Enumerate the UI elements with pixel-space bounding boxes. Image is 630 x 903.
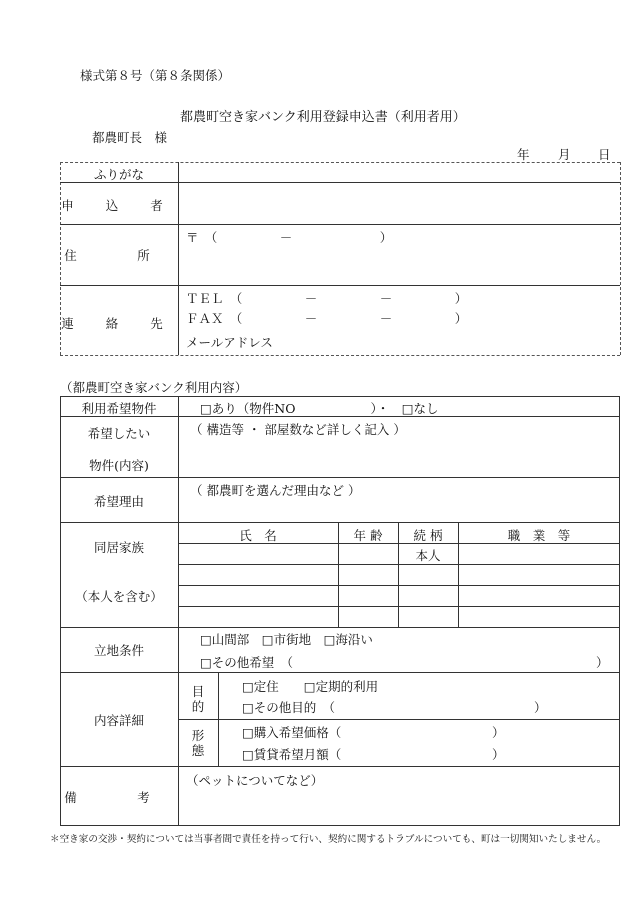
purpose-label-1: 目 [191,684,205,699]
rent-amount-field[interactable]: □賃貸希望月額（ [242,747,342,762]
detail-label: 内容詳細 [93,713,144,728]
property-options[interactable]: □あり（物件NO ）・ □なし [200,401,439,416]
desired-label-2: 物件(内容) [89,458,149,473]
family-header-name: 氏 名 [239,528,277,543]
footnote: ＊空き家の交渉・契約については当事者間で責任を持って行い、契約に関するトラブルについても、町は一切関知いたしません。 [50,834,607,845]
applicant-label: 申 込 者 [61,198,177,213]
purchase-price-close: ） [492,725,505,740]
property-label: 利用希望物件 [81,401,157,416]
remarks-label: 備 考 [64,790,174,805]
family-header-relation: 続 柄 [413,528,443,543]
fax-field[interactable]: ＦＡＸ （ － － ） [186,311,468,326]
furigana-label: ふりがな [93,167,144,182]
reason-hint: （ 都農町を選んだ理由など ） [190,483,361,498]
location-other-close: ） [596,655,609,670]
purchase-price-field[interactable]: □購入希望価格（ [242,725,342,740]
family-label: 同居家族 [93,540,144,555]
family-header-age: 年 齢 [353,528,383,543]
rent-amount-close: ） [492,747,505,762]
family-label-note: （本人を含む） [75,589,163,604]
family-header-occupation: 職 業 等 [507,528,571,543]
purpose-label-2: 的 [191,699,205,714]
form-label-2: 態 [191,743,205,758]
form-number: 様式第８号（第８条関係） [80,68,231,83]
reason-label: 希望理由 [93,494,144,509]
addressee: 都農町長 様 [92,130,168,145]
desired-hint: （ 構造等 ・ 部屋数など詳しく記入 ） [190,422,406,437]
location-other[interactable]: □その他希望 （ [200,655,294,670]
purpose-other-close: ） [534,700,547,715]
desired-label-1: 希望したい [87,426,151,441]
date-day: 日 [598,147,611,162]
contact-label: 連 絡 先 [61,316,177,331]
postal-code-field[interactable]: 〒 （ － ） [186,230,393,245]
address-label: 住 所 [64,248,174,263]
date-year: 年 [517,147,530,162]
form-label-1: 形 [191,728,205,743]
usage-section-title: （都農町空き家バンク利用内容） [60,380,248,395]
date-month: 月 [558,147,571,162]
family-self-relation: 本人 [415,548,441,563]
remarks-hint: （ペットについてなど） [186,773,324,788]
purpose-other[interactable]: □その他目的 （ [242,700,336,715]
tel-field[interactable]: ＴＥＬ （ － － ） [186,291,468,306]
form-title: 都農町空き家バンク利用登録申込書（利用者用） [180,110,466,125]
location-label: 立地条件 [93,643,144,658]
location-options[interactable]: □山間部 □市街地 □海沿い [200,632,373,647]
email-label: メールアドレス [186,335,273,350]
purpose-options[interactable]: □定住 □定期的利用 [242,679,379,694]
